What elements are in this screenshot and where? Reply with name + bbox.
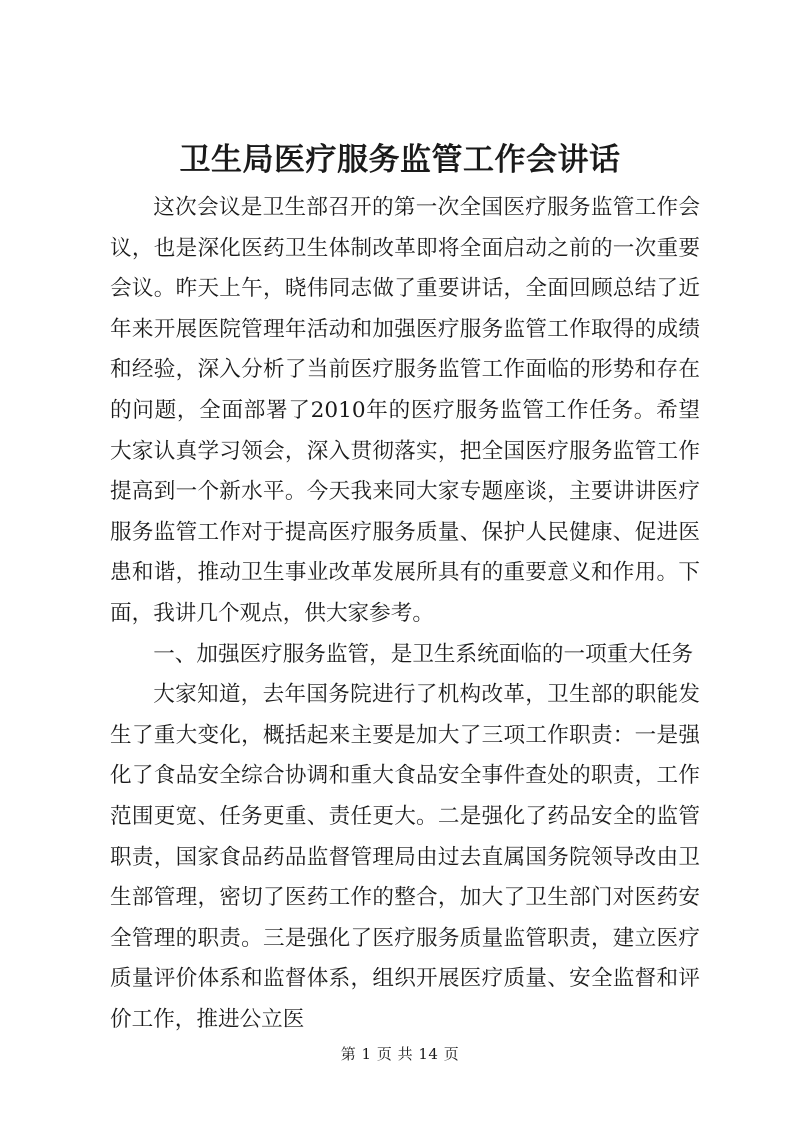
document-body bbox=[110, 188, 700, 1040]
document-title: 卫生局医疗服务监管工作会讲话 bbox=[179, 142, 621, 178]
paragraph-body-2: 大家知道，去年国务院进行了机构改革，卫生部的职能发生了重大变化，概括起来主要是加大了三项工作职责：一是强化了食品安全综合协调和重大食品安全事件查处的职责，工作范围更宽、任务更重、责任更大。二是强化了药品安全的监管职责，国家食品药品监督管理局由过去直属国务院领导改由卫生部管理，密切了医药工作的整合，加大了卫生部门对医药安全管理的职责。三是强化了医疗服务质量监管职责，建立医疗质量评价体系和监督体系，组织开展医疗质量、安全监督和评价工作，推进公立医 bbox=[110, 682, 700, 1032]
paragraph-heading-1: 一、加强医疗服务监管，是卫生系统面临的一项重大任务 bbox=[153, 641, 694, 667]
paragraph-intro: 这次会议是卫生部召开的第一次全国医疗服务监管工作会议，也是深化医药卫生体制改革即将全面启动之前的一次重要会议。昨天上午，晓伟同志做了重要讲话，全面回顾总结了近年来开展医院管理年活动和加强医疗服务监管工作取得的成绩和经验，深入分析了当前医疗服务监管工作面临的形势和存在的问题，全面部署了2010年的医疗服务监管工作任务。希望大家认真学习领会，深入贯彻落实，把全国医疗服务监管工作提高到一个新水平。今天我来同大家专题座谈，主要讲讲医疗服务监管工作对于提高医疗服务质量、保护人民健康、促进医患和谐，推动卫生事业改革发展所具有的重要意义和作用。下面，我讲几个观点，供大家参考。 bbox=[110, 195, 700, 626]
page-footer: 第 1 页 共 14 页 bbox=[340, 1045, 460, 1063]
